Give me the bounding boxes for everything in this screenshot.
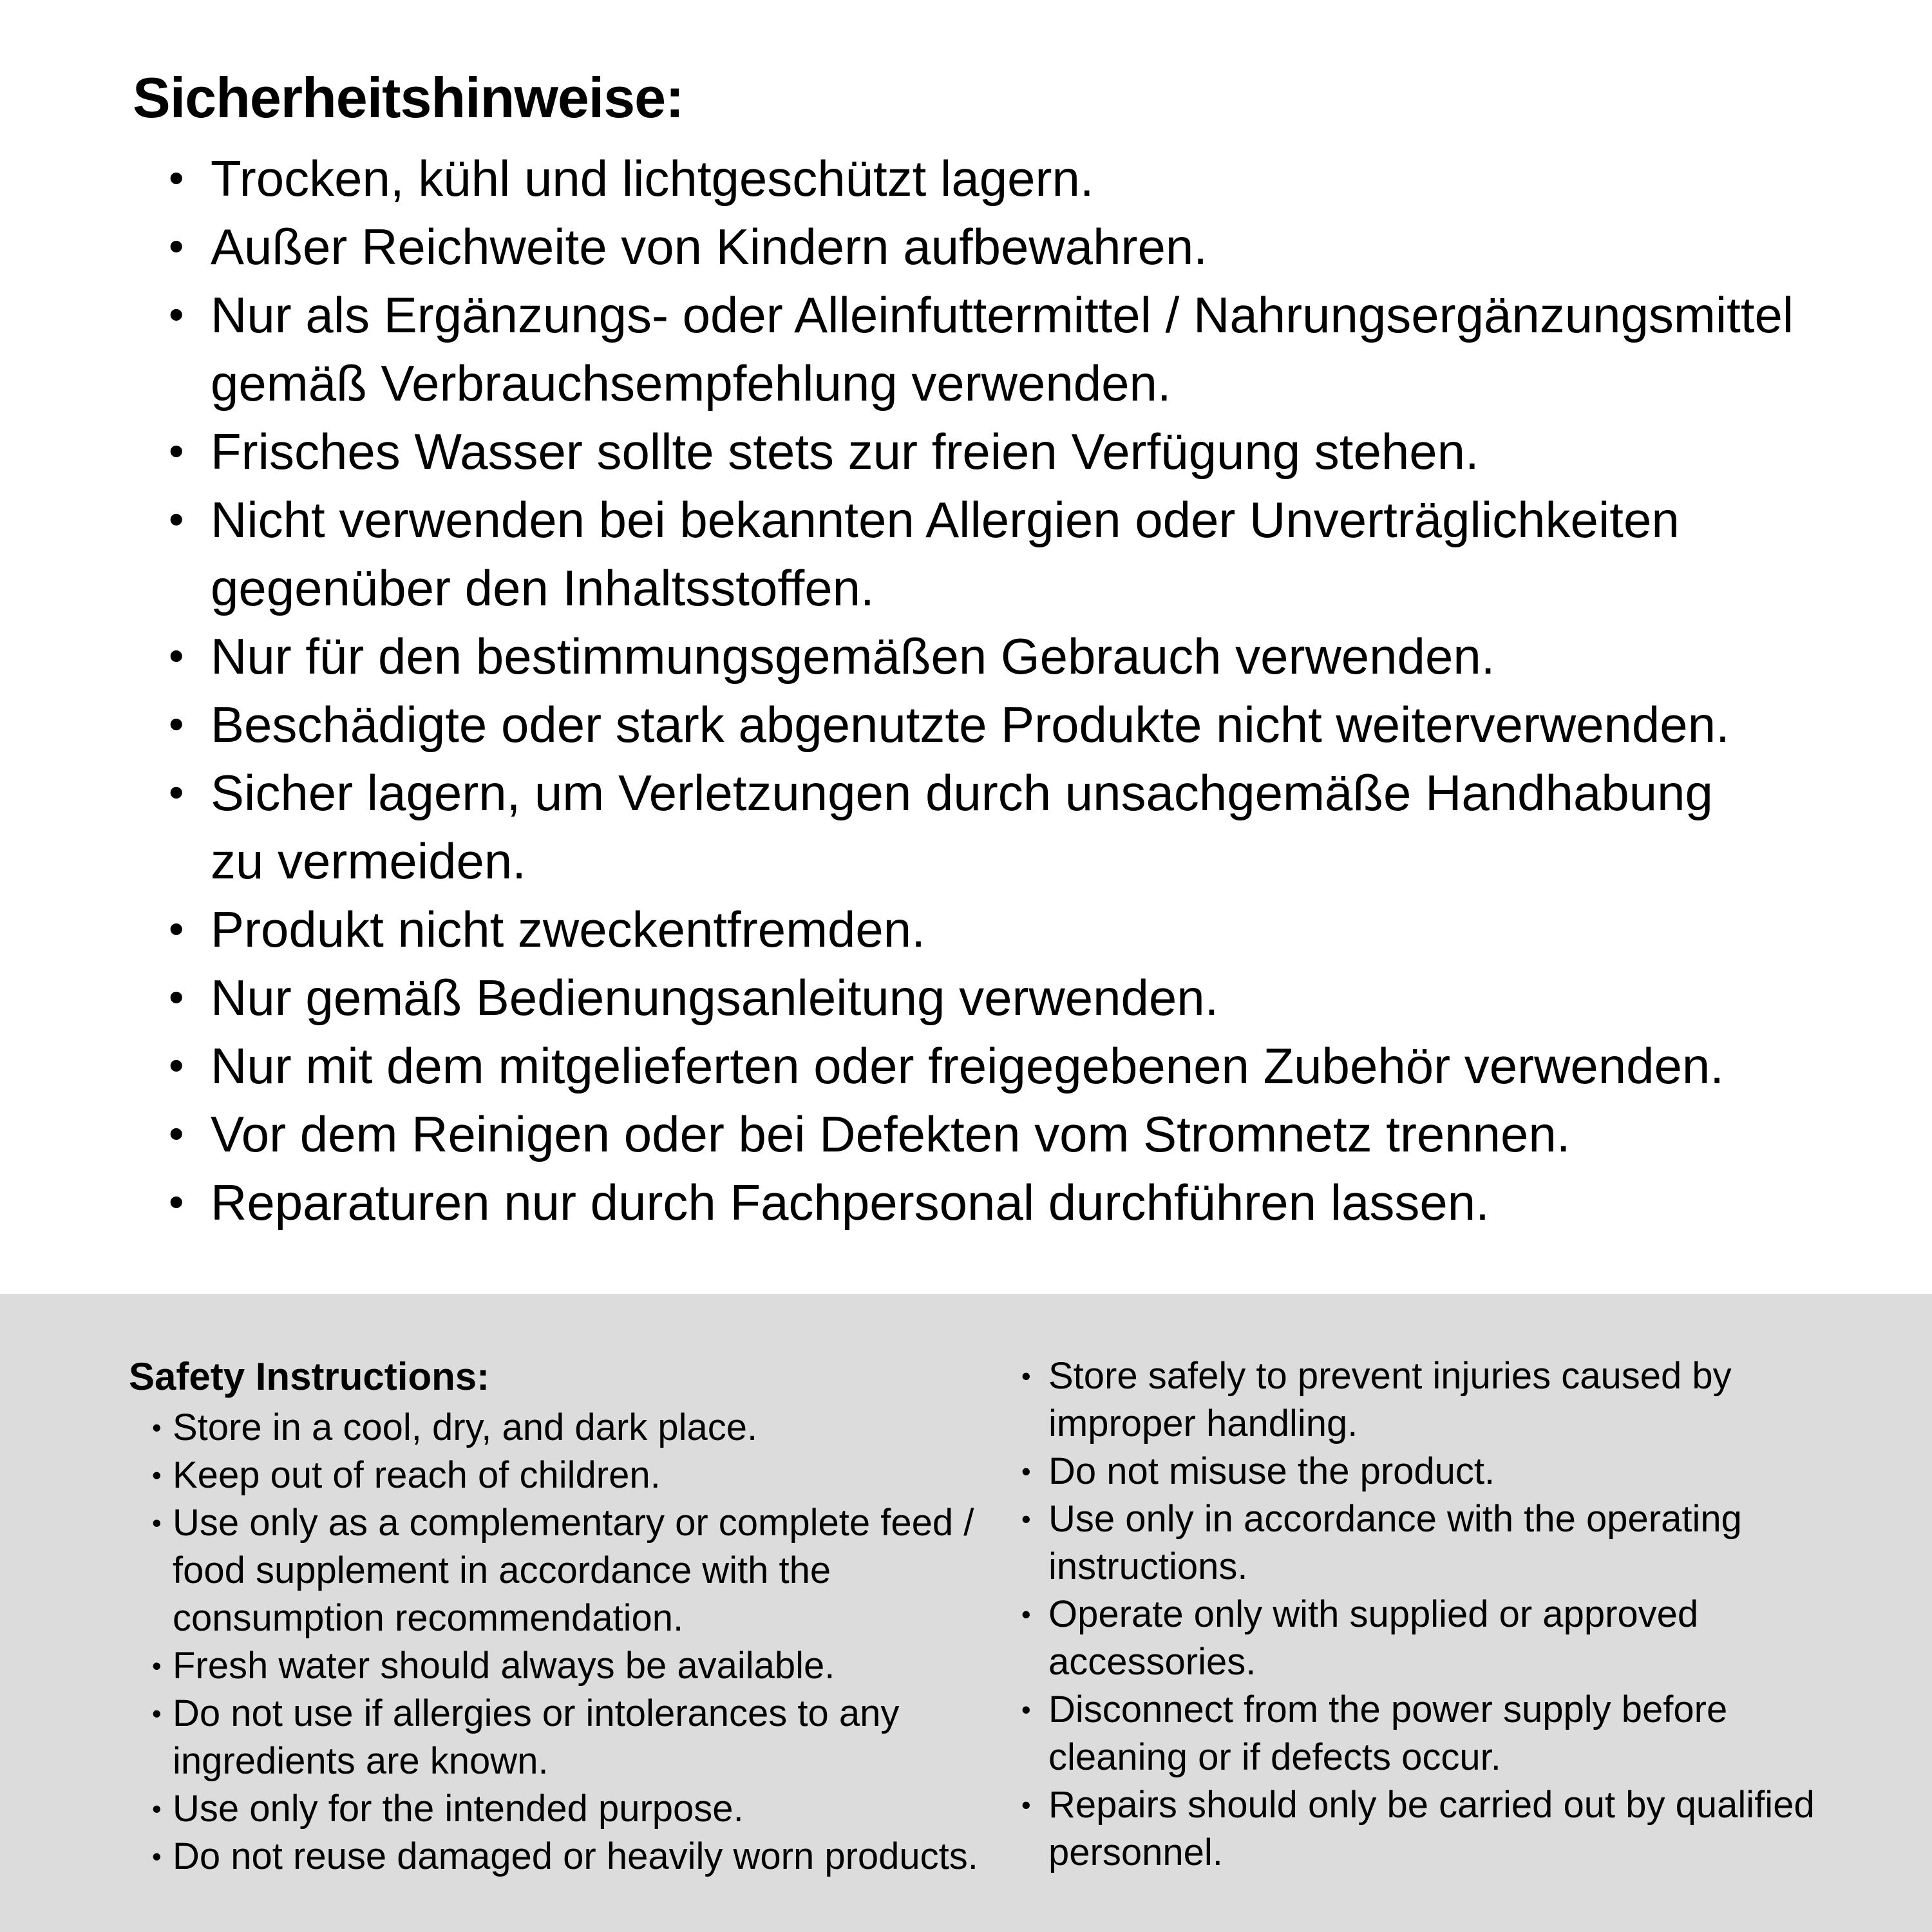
- bullet-line: [169, 144, 1794, 213]
- line-text: Use only as a complementary or complete feed /: [173, 1502, 974, 1544]
- line-text: Use only in accordance with the operating: [1048, 1498, 1742, 1540]
- line-text: consumption recommendation.: [173, 1597, 684, 1639]
- line-text: Disconnect from the power supply before: [1048, 1689, 1728, 1730]
- bullet-marker: •: [152, 1651, 162, 1681]
- bullet-line: [169, 1032, 1794, 1100]
- line-text: Keep out of reach of children.: [173, 1454, 661, 1496]
- bullet-marker: •: [1021, 1790, 1031, 1820]
- bullet-marker: •: [152, 1412, 162, 1443]
- bullet-marker: •: [152, 1508, 162, 1538]
- line-text: Do not reuse damaged or heavily worn products.: [173, 1835, 978, 1877]
- line-text: accessories.: [1048, 1641, 1256, 1683]
- english-left-column: [152, 1404, 978, 1880]
- line-text: Use only for the intended purpose.: [173, 1788, 744, 1830]
- line-text: instructions.: [1048, 1546, 1248, 1587]
- line-text: Operate only with supplied or approved: [1048, 1593, 1699, 1635]
- bullet-line: [169, 690, 1794, 759]
- line-text: Fresh water should always be available.: [173, 1645, 835, 1687]
- line-text: Nur mit dem mitgelieferten oder freigegebenen Zubehör verwenden.: [211, 1037, 1724, 1094]
- bullet-marker: •: [169, 1110, 184, 1158]
- bullet-line: [152, 1452, 978, 1499]
- bullet-marker: •: [169, 427, 184, 475]
- bullet-line: [1021, 1781, 1815, 1829]
- line-text: Reparaturen nur durch Fachpersonal durchführen lassen.: [211, 1174, 1490, 1231]
- continuation-line: [1021, 1543, 1815, 1591]
- line-text: personnel.: [1048, 1832, 1223, 1873]
- bullet-marker: •: [169, 905, 184, 953]
- line-text: Store in a cool, dry, and dark place.: [173, 1406, 758, 1448]
- bullet-line: [169, 213, 1794, 281]
- bullet-marker: •: [152, 1841, 162, 1871]
- line-text: Nur als Ergänzungs- oder Alleinfuttermittel / Nahrungsergänzungsmittel: [211, 287, 1794, 343]
- line-text: gemäß Verbrauchsempfehlung verwenden.: [211, 355, 1171, 412]
- line-text: Vor dem Reinigen oder bei Defekten vom Stromnetz trennen.: [211, 1106, 1571, 1162]
- continuation-line: [169, 554, 1794, 622]
- continuation-line: [1021, 1829, 1815, 1877]
- bullet-marker: •: [1021, 1456, 1031, 1486]
- bullet-line: [152, 1404, 978, 1452]
- continuation-line: [1021, 1638, 1815, 1686]
- english-section-panel: [0, 1294, 1932, 1932]
- continuation-line: [1021, 1734, 1815, 1781]
- line-text: food supplement in accordance with the: [173, 1549, 831, 1591]
- bullet-marker: •: [1021, 1504, 1031, 1534]
- line-text: Frisches Wasser sollte stets zur freien Verfügung stehen.: [211, 423, 1479, 480]
- german-section-title: Sicherheitshinweise:: [133, 66, 684, 129]
- line-text: Store safely to prevent injuries caused by: [1048, 1355, 1732, 1397]
- line-text: Do not misuse the product.: [1048, 1450, 1495, 1492]
- line-text: ingredients are known.: [173, 1740, 549, 1782]
- bullet-line: [152, 1690, 978, 1738]
- line-text: zu vermeiden.: [211, 833, 526, 889]
- english-section-title: Safety Instructions:: [129, 1355, 490, 1398]
- line-text: Trocken, kühl und lichtgeschützt lagern.: [211, 150, 1094, 207]
- bullet-line: [152, 1642, 978, 1690]
- continuation-line: [152, 1547, 978, 1595]
- bullet-line: [152, 1833, 978, 1880]
- bullet-marker: •: [152, 1794, 162, 1824]
- continuation-line: [169, 827, 1794, 895]
- bullet-marker: •: [152, 1460, 162, 1490]
- english-right-column: [1021, 1352, 1815, 1877]
- bullet-line: [169, 1168, 1794, 1236]
- continuation-line: [1021, 1400, 1815, 1448]
- bullet-marker: •: [1021, 1361, 1031, 1391]
- bullet-line: [1021, 1591, 1815, 1638]
- bullet-marker: •: [169, 495, 184, 544]
- bullet-marker: •: [169, 222, 184, 270]
- bullet-marker: •: [169, 632, 184, 680]
- german-bullet-list: [169, 144, 1794, 1236]
- bullet-marker: •: [169, 973, 184, 1021]
- line-text: Nicht verwenden bei bekannten Allergien oder Unverträglichkeiten: [211, 491, 1680, 548]
- bullet-line: [169, 486, 1794, 554]
- bullet-line: [152, 1499, 978, 1547]
- bullet-marker: •: [169, 1178, 184, 1226]
- line-text: Do not use if allergies or intolerances to any: [173, 1692, 900, 1734]
- bullet-line: [1021, 1352, 1815, 1400]
- bullet-marker: •: [152, 1698, 162, 1728]
- bullet-line: [169, 963, 1794, 1032]
- bullet-line: [169, 281, 1794, 349]
- line-text: Nur gemäß Bedienungsanleitung verwenden.: [211, 969, 1219, 1026]
- bullet-line: [169, 759, 1794, 827]
- bullet-line: [152, 1785, 978, 1833]
- line-text: Nur für den bestimmungsgemäßen Gebrauch verwenden.: [211, 628, 1495, 685]
- bullet-line: [1021, 1686, 1815, 1734]
- bullet-marker: •: [169, 768, 184, 817]
- continuation-line: [152, 1595, 978, 1642]
- line-text: Produkt nicht zweckentfremden.: [211, 901, 925, 958]
- bullet-marker: •: [169, 1041, 184, 1090]
- line-text: Sicher lagern, um Verletzungen durch unsachgemäße Handhabung: [211, 764, 1713, 821]
- line-text: Außer Reichweite von Kindern aufbewahren.: [211, 218, 1208, 275]
- bullet-marker: •: [169, 290, 184, 339]
- bullet-line: [1021, 1495, 1815, 1543]
- bullet-line: [169, 417, 1794, 486]
- bullet-line: [169, 1100, 1794, 1168]
- bullet-line: [169, 895, 1794, 963]
- bullet-marker: •: [169, 700, 184, 748]
- continuation-line: [169, 349, 1794, 417]
- line-text: improper handling.: [1048, 1403, 1358, 1444]
- bullet-marker: •: [1021, 1694, 1031, 1725]
- line-text: Beschädigte oder stark abgenutzte Produkte nicht weiterverwenden.: [211, 696, 1730, 753]
- continuation-line: [152, 1738, 978, 1785]
- line-text: cleaning or if defects occur.: [1048, 1736, 1501, 1778]
- line-text: Repairs should only be carried out by qualified: [1048, 1784, 1815, 1826]
- bullet-marker: •: [1021, 1599, 1031, 1629]
- bullet-marker: •: [169, 154, 184, 202]
- line-text: gegenüber den Inhaltsstoffen.: [211, 560, 875, 616]
- bullet-line: [1021, 1448, 1815, 1495]
- bullet-line: [169, 622, 1794, 690]
